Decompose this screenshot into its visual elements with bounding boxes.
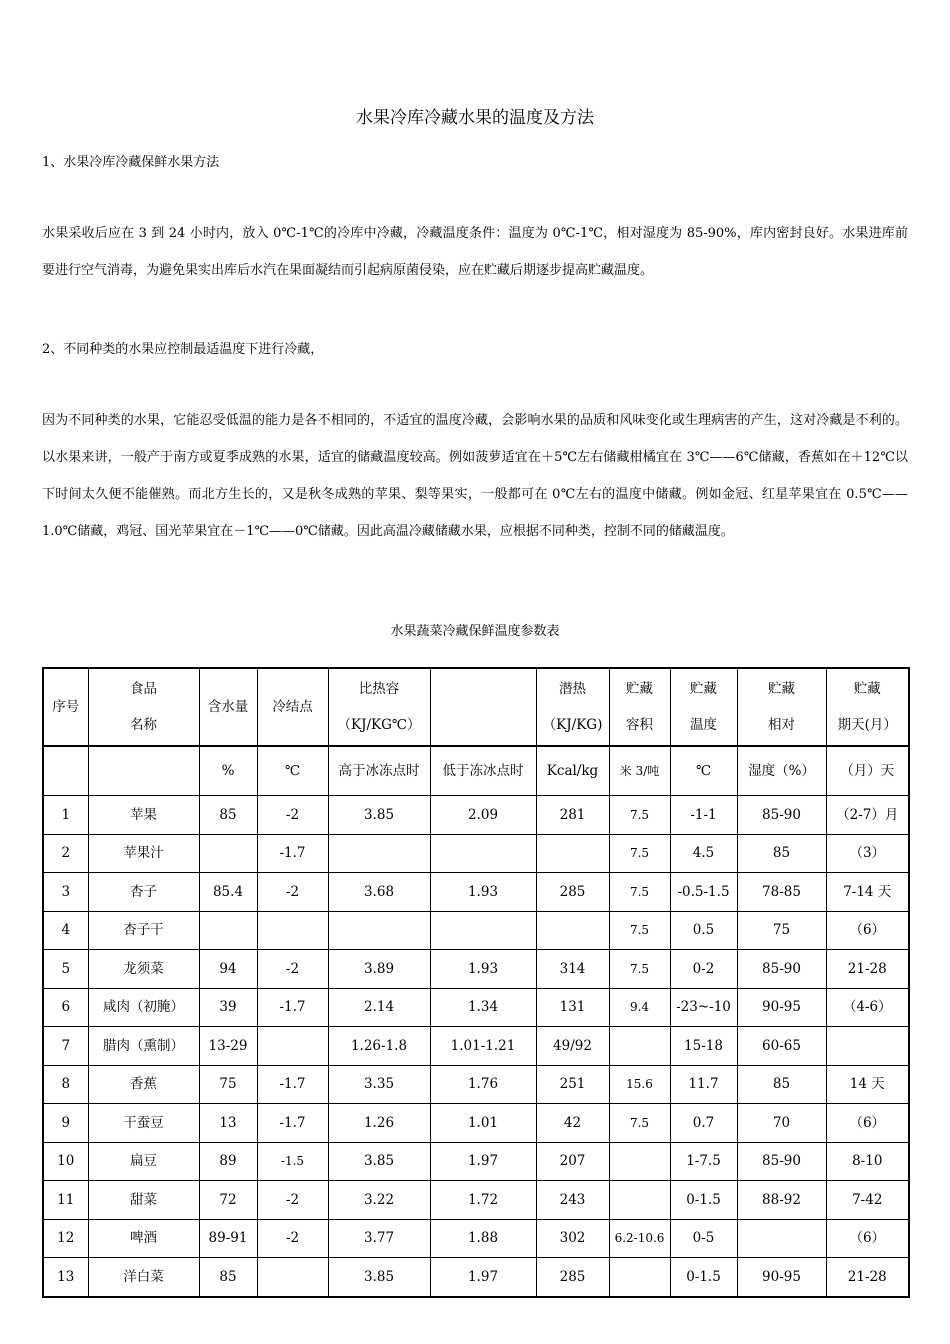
table-row [43, 1181, 909, 1220]
table-row [43, 1258, 909, 1297]
cell-heat-below: 1.01 [430, 1104, 536, 1143]
cell-humidity: 85 [737, 1065, 826, 1104]
cell-temp: 0-5 [670, 1219, 737, 1258]
paragraph-1: 水果采收后应在 3 到 24 小时内，放入 0℃-1℃的冷库中冷藏，冷藏温度条件：温度为 0℃-1℃，相对湿度为 85-90%，库内密封良好。水果进库前要进行空气消毒，为避免果实出库后水汽在果面凝结而引起病原菌侵染，应在贮藏后期逐步提高贮藏温度。 [42, 226, 908, 278]
cell-temp: 15-18 [670, 1027, 737, 1066]
cell-heat-above [328, 834, 430, 873]
cell-heat-below: 1.88 [430, 1219, 536, 1258]
cell-heat-below: 2.09 [430, 796, 536, 835]
cell-heat-above: 3.77 [328, 1219, 430, 1258]
cell-latent: 207 [536, 1142, 609, 1181]
cell-temp: 1-7.5 [670, 1142, 737, 1181]
cell-seq: 1 [43, 796, 88, 835]
cell-heat-below [430, 834, 536, 873]
header-storage-humidity: 贮藏 相对 [737, 668, 826, 746]
cell-volume [609, 1027, 670, 1066]
unit-below-freeze: 低于冻冰点时 [430, 746, 536, 796]
cell-temp: -1-1 [670, 796, 737, 835]
cell-name: 甜菜 [88, 1181, 199, 1220]
cell-name: 啤酒 [88, 1219, 199, 1258]
header-storage-volume: 贮藏 容积 [609, 668, 670, 746]
cell-water: 85.4 [199, 873, 257, 912]
document-title: 水果冷库冷藏水果的温度及方法 [356, 108, 594, 128]
cell-latent [536, 911, 609, 950]
cell-water: 85 [199, 1258, 257, 1297]
table-row [43, 873, 909, 912]
cell-heat-above: 2.14 [328, 988, 430, 1027]
storage-parameter-table [42, 667, 910, 1298]
cell-latent: 251 [536, 1065, 609, 1104]
cell-name: 干蚕豆 [88, 1104, 199, 1143]
cell-heat-below: 1.01-1.21 [430, 1027, 536, 1066]
unit-name [88, 746, 199, 796]
cell-volume: 7.5 [609, 911, 670, 950]
cell-water [199, 834, 257, 873]
cell-freeze: -1.7 [257, 1104, 328, 1143]
cell-seq: 5 [43, 950, 88, 989]
header-freeze-point: 冷结点 [257, 668, 328, 746]
cell-name: 扁豆 [88, 1142, 199, 1181]
cell-volume: 9.4 [609, 988, 670, 1027]
cell-period [826, 1027, 909, 1066]
unit-above-freeze: 高于冰冻点时 [328, 746, 430, 796]
header-storage-period: 贮藏 期天(月） [826, 668, 909, 746]
cell-temp: 0-1.5 [670, 1258, 737, 1297]
cell-freeze: -1.7 [257, 834, 328, 873]
cell-period: （6） [826, 911, 909, 950]
table-caption: 水果蔬菜冷藏保鲜温度参数表 [390, 624, 560, 639]
table-body [43, 796, 909, 1297]
header-latent-heat: 潜热 （KJ/KG) [536, 668, 609, 746]
table-row [43, 796, 909, 835]
table-row [43, 911, 909, 950]
table-row [43, 1219, 909, 1258]
cell-water: 85 [199, 796, 257, 835]
cell-period: 14 天 [826, 1065, 909, 1104]
cell-volume: 6.2-10.6 [609, 1219, 670, 1258]
cell-freeze: -1.7 [257, 988, 328, 1027]
cell-heat-above: 3.85 [328, 1258, 430, 1297]
cell-seq: 6 [43, 988, 88, 1027]
cell-humidity: 75 [737, 911, 826, 950]
cell-freeze: -2 [257, 1181, 328, 1220]
unit-volume: 米 3/吨 [609, 746, 670, 796]
cell-period: 8-10 [826, 1142, 909, 1181]
cell-heat-below: 1.76 [430, 1065, 536, 1104]
cell-water: 89 [199, 1142, 257, 1181]
cell-seq: 3 [43, 873, 88, 912]
section-heading-1: 1、水果冷库冷藏保鲜水果方法 [42, 155, 220, 170]
cell-latent: 302 [536, 1219, 609, 1258]
cell-latent: 285 [536, 873, 609, 912]
cell-period: （6） [826, 1219, 909, 1258]
cell-seq: 13 [43, 1258, 88, 1297]
cell-humidity: 78-85 [737, 873, 826, 912]
cell-freeze: -2 [257, 1219, 328, 1258]
unit-freeze: ℃ [257, 746, 328, 796]
cell-volume: 7.5 [609, 796, 670, 835]
cell-period: 21-28 [826, 1258, 909, 1297]
cell-volume: 15.6 [609, 1065, 670, 1104]
table-row [43, 1104, 909, 1143]
cell-seq: 11 [43, 1181, 88, 1220]
cell-heat-below: 1.93 [430, 950, 536, 989]
table-row [43, 1065, 909, 1104]
cell-latent: 314 [536, 950, 609, 989]
cell-freeze [257, 911, 328, 950]
cell-seq: 2 [43, 834, 88, 873]
cell-humidity: 70 [737, 1104, 826, 1143]
cell-seq: 10 [43, 1142, 88, 1181]
table-header-row-2 [43, 746, 909, 796]
cell-temp: -23~-10 [670, 988, 737, 1027]
cell-heat-below: 1.97 [430, 1142, 536, 1181]
unit-humidity: 湿度（%） [737, 746, 826, 796]
cell-heat-above: 3.22 [328, 1181, 430, 1220]
cell-temp: -0.5-1.5 [670, 873, 737, 912]
cell-heat-below: 1.72 [430, 1181, 536, 1220]
cell-period: （2-7）月 [826, 796, 909, 835]
cell-name: 杏子干 [88, 911, 199, 950]
cell-latent: 49/92 [536, 1027, 609, 1066]
cell-temp: 11.7 [670, 1065, 737, 1104]
cell-heat-above: 3.68 [328, 873, 430, 912]
cell-humidity: 85-90 [737, 796, 826, 835]
cell-seq: 4 [43, 911, 88, 950]
cell-period: （3） [826, 834, 909, 873]
table-row [43, 834, 909, 873]
cell-humidity: 90-95 [737, 1258, 826, 1297]
cell-heat-below: 1.97 [430, 1258, 536, 1297]
unit-seq [43, 746, 88, 796]
cell-volume: 7.5 [609, 950, 670, 989]
cell-latent: 285 [536, 1258, 609, 1297]
cell-freeze [257, 1258, 328, 1297]
cell-name: 腊肉（熏制） [88, 1027, 199, 1066]
cell-water: 89-91 [199, 1219, 257, 1258]
header-blank [430, 668, 536, 746]
cell-latent: 42 [536, 1104, 609, 1143]
cell-humidity: 85-90 [737, 1142, 826, 1181]
cell-name: 洋白菜 [88, 1258, 199, 1297]
cell-volume [609, 1181, 670, 1220]
cell-freeze: -1.5 [257, 1142, 328, 1181]
cell-heat-below [430, 911, 536, 950]
cell-seq: 8 [43, 1065, 88, 1104]
table-header-row-1 [43, 668, 909, 746]
cell-period: 7-42 [826, 1181, 909, 1220]
cell-heat-above: 3.85 [328, 1142, 430, 1181]
cell-name: 杏子 [88, 873, 199, 912]
cell-temp: 0-2 [670, 950, 737, 989]
cell-seq: 12 [43, 1219, 88, 1258]
cell-volume [609, 1142, 670, 1181]
header-specific-heat: 比热容 （KJ/KG℃） [328, 668, 430, 746]
unit-period: （月）天 [826, 746, 909, 796]
cell-freeze: -2 [257, 873, 328, 912]
cell-volume: 7.5 [609, 834, 670, 873]
cell-name: 苹果汁 [88, 834, 199, 873]
table-row [43, 1142, 909, 1181]
header-storage-temp: 贮藏 温度 [670, 668, 737, 746]
cell-water: 72 [199, 1181, 257, 1220]
cell-name: 苹果 [88, 796, 199, 835]
table-row [43, 988, 909, 1027]
cell-heat-below: 1.34 [430, 988, 536, 1027]
unit-temp: ℃ [670, 746, 737, 796]
cell-heat-above: 1.26 [328, 1104, 430, 1143]
cell-heat-above [328, 911, 430, 950]
cell-period: 7-14 天 [826, 873, 909, 912]
cell-freeze [257, 1027, 328, 1066]
cell-period: （6） [826, 1104, 909, 1143]
cell-volume [609, 1258, 670, 1297]
cell-water [199, 911, 257, 950]
cell-humidity: 60-65 [737, 1027, 826, 1066]
cell-temp: 0-1.5 [670, 1181, 737, 1220]
cell-latent: 243 [536, 1181, 609, 1220]
cell-humidity: 85-90 [737, 950, 826, 989]
cell-name: 香蕉 [88, 1065, 199, 1104]
cell-freeze: -2 [257, 796, 328, 835]
cell-humidity: 88-92 [737, 1181, 826, 1220]
cell-period: 21-28 [826, 950, 909, 989]
cell-freeze: -2 [257, 950, 328, 989]
cell-volume: 7.5 [609, 873, 670, 912]
cell-latent [536, 834, 609, 873]
cell-latent: 131 [536, 988, 609, 1027]
cell-heat-above: 1.26-1.8 [328, 1027, 430, 1066]
cell-water: 39 [199, 988, 257, 1027]
cell-water: 13-29 [199, 1027, 257, 1066]
cell-volume: 7.5 [609, 1104, 670, 1143]
cell-period: （4-6） [826, 988, 909, 1027]
cell-water: 94 [199, 950, 257, 989]
cell-seq: 9 [43, 1104, 88, 1143]
cell-temp: 0.7 [670, 1104, 737, 1143]
cell-name: 咸肉（初腌） [88, 988, 199, 1027]
header-seq: 序号 [43, 668, 88, 746]
cell-temp: 0.5 [670, 911, 737, 950]
cell-heat-above: 3.35 [328, 1065, 430, 1104]
cell-heat-above: 3.89 [328, 950, 430, 989]
cell-freeze: -1.7 [257, 1065, 328, 1104]
table-row [43, 950, 909, 989]
cell-humidity [737, 1219, 826, 1258]
cell-heat-above: 3.85 [328, 796, 430, 835]
paragraph-2: 因为不同种类的水果，它能忍受低温的能力是各不相同的，不适宜的温度冷藏，会影响水果的品质和风味变化或生理病害的产生，这对冷藏是不利的。以水果来讲，一般产于南方或夏季成熟的水果，适宜的储藏温度较高。例如菠萝适宜在＋5℃左右储藏柑橘宜在 3℃——6℃储藏，香蕉如在＋12℃以下时间太久便不能催熟。而北方生长的，又是秋冬成熟的苹果、梨等果实，一般都可在 0℃左右的温度中储藏。例如金冠、红星苹果宜在 0.5℃——1.0℃储藏，鸡冠、国光苹果宜在－1℃——0℃储藏。因此高温冷藏储藏水果，应根据不同种类，控制不同的储藏温度。 [42, 413, 908, 539]
cell-humidity: 90-95 [737, 988, 826, 1027]
cell-temp: 4.5 [670, 834, 737, 873]
cell-water: 13 [199, 1104, 257, 1143]
table-row [43, 1027, 909, 1066]
cell-name: 龙须菜 [88, 950, 199, 989]
cell-latent: 281 [536, 796, 609, 835]
header-water: 含水量 [199, 668, 257, 746]
cell-water: 75 [199, 1065, 257, 1104]
unit-water: % [199, 746, 257, 796]
unit-latent: Kcal/kg [536, 746, 609, 796]
cell-seq: 7 [43, 1027, 88, 1066]
cell-humidity: 85 [737, 834, 826, 873]
section-heading-2: 2、不同种类的水果应控制最适温度下进行冷藏， [42, 342, 324, 357]
header-food-name: 食品 名称 [88, 668, 199, 746]
cell-heat-below: 1.93 [430, 873, 536, 912]
